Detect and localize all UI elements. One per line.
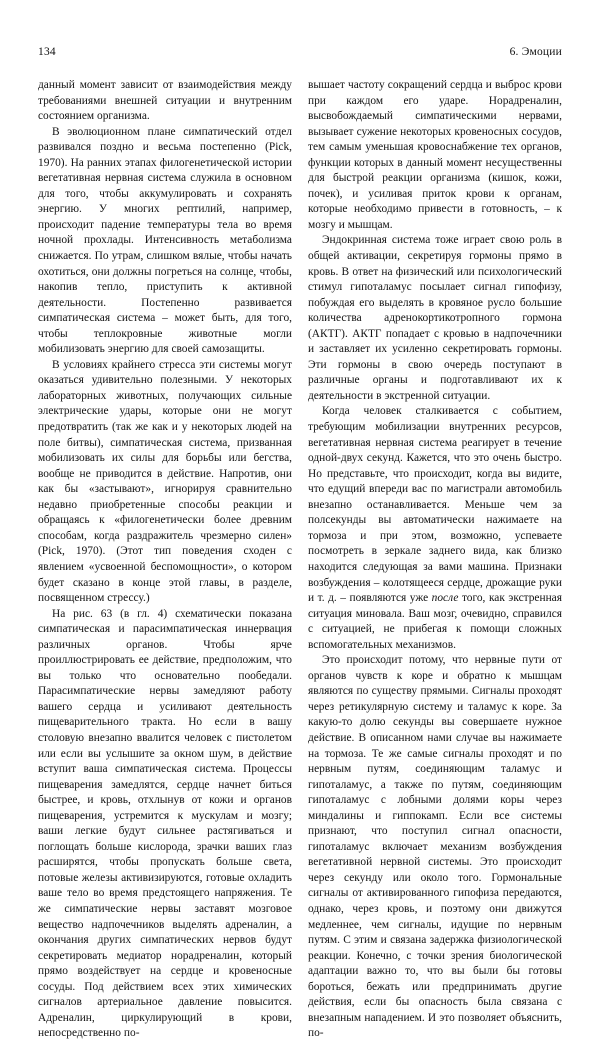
paragraph: В условиях крайнего стресса эти системы могут оказаться удивительно полезными. У некоторых лабораторных животных, получающих сильные электрические удары, которые они не могут предотвратить (так же как и у некоторых людей на поле битвы), симпатическая система, призванная мобилизовать их силы для борьбы или бегства, вообще не приводится в действие. Напротив, они как бы «застывают», игнорируя сравнительно недавно приобретенные способы реакции и обращаясь к «филогенетически более древним способам, когда раздражитель чрезмерно силен» (Pick, 1970). (Этот тип поведения сходен с явлением «усвоенной беспомощности», о котором будет сказано в конце этой главы, в разделе, посвященном стрессу.) <box>38 358 292 605</box>
paragraph: Когда человек сталкивается с событием, требующим мобилизации внутренних ресурсов, вегетативная нервная система реагирует в течение одной-двух секунд. Кажется, что это очень быстро. Но представьте, что происходит, когда вы видите, что едущий впереди вас по магистрали автомобиль внезапно останавливается. Меньше чем за полсекунды вы автоматически нажимаете на тормоза и при этом, возможно, успеваете посмотреть в зеркале заднего вида, как близко находится следующая за вами машина. Признаки возбуждения – колотящееся сердце, дрожащие руки и т. д. – появляются уже после того, как экстренная ситуация миновала. Ваш мозг, очевидно, справился с ситуацией, не прибегая к помощи сложных вспомогательных механизмов. <box>308 405 562 651</box>
column-container <box>38 78 562 1040</box>
paragraph: Это происходит потому, что нервные пути от органов чувств к коре и обратно к мышцам являются по существу прямыми. Сигналы проходят через ретикулярную систему и таламус к коре. За какую-то долю секунды вы совершаете нужное действие. В описанном нами случае вы нажимаете на тормоза. Те же самые сигналы проходят и по нервным путям, соединяющим таламус и гипоталамус, а также по путям, соединяющим гипоталамус с лобными долями коры через миндалины и гиппокамп. Если все системы признают, что поступил сигнал опасности, гипоталамус включает механизм возбуждения вегетативной нервной системы. Это происходит через секунду или около того. Гормональные сигналы от активированного гипофиза передаются, однако, через кровь, и поэтому они движутся медленнее, чем сигналы, идущие по нервным путям. С этим и связана задержка физиологической реакции. Конечно, с точки зрения биологической адаптации важно то, что вы были бы готовы бороться, бежать или предпринимать другие действия, если бы опасность была связана с внезапным нападением. И это позволяет объяснить, по- <box>308 654 562 1040</box>
paragraph: На рис. 63 (в гл. 4) схематически показана симпатическая и парасимпатическая иннервация различных органов. Чтобы ярче проиллюстрировать ее действие, предположим, что вы только что основательно пообедали. Парасимпатические нервы замедляют работу вашего сердца и усиливают деятельность пищеварительного тракта. Но если в вашу столовую внезапно ввалится человек с пистолетом или если вы услышите за окном шум, в действие вступит ваша симпатическая система. Процессы пищеварения замедлятся, сердце начнет биться быстрее, и кровь, отхлынув от кожи и органов пищеварения, устремится к мускулам и мозгу; ваши легкие будут сильнее растягиваться и поглощать больше кислорода, зрачки ваших глаз расширятся, чтобы пропускать больше света, потовые железы активизируются, готовые охладить ваше тело во время предстоящего напряжения. Те же симпатические нервы заставят мозговое вещество надпочечников выделять адреналин, а окончания других симпатических нервов будут секретировать медиатор норадреналин, который прямо воздействует на сердце и кровеносные сосуды. Под действием всех этих химических сигналов артериальное давление повысится. Адреналин, циркулирующий в крови, непосредственно по- <box>38 607 292 1040</box>
paragraph: вышает частоту сокращений сердца и выброс крови при каждом его ударе. Норадреналин, высвобождаемый симпатическими нервами, вызывает сужение некоторых кровеносных сосудов, тем самым уменьшая кровоснабжение тех органов, функции которых в данный момент несущественны для быстрой реакции организма (кишок, кожи, почек), и усиливая приток крови к органам, которые необходимо привести в готовность, – к мозгу и мышцам. <box>308 79 562 231</box>
left-column <box>38 78 292 1042</box>
chapter-title: 6. Эмоции <box>509 46 562 58</box>
paragraph: данный момент зависит от взаимодействия между требованиями внешней ситуации и внутренним состоянием организма. <box>38 79 292 123</box>
emphasized-word: после <box>431 592 459 605</box>
paragraph: В эволюционном плане симпатический отдел развивался поздно и весьма постепенно (Pick, 1970). На ранних этапах филогенетической истории вегетативная нервная система служила в основном для того, чтобы аккумулировать и сохранять энергию. У многих рептилий, например, происходит падение температуры тела во время ночной прохлады. Интенсивность метаболизма снижается. По утрам, слишком вялые, чтобы начать охотиться, они должны погреться на солнце, чтобы, накопив тепло, приступить к активной деятельности. Постепенно развивается симпатическая система – может быть, для того, чтобы теплокровные животные могли мобилизовать энергию для своей самозащиты. <box>38 125 292 356</box>
right-column <box>308 78 562 1042</box>
running-head <box>38 46 562 62</box>
paragraph: Эндокринная система тоже играет свою роль в общей активации, секретируя гормоны прямо в кровь. В ответ на физический или психологический стимул гипоталамус посылает сигнал гипофизу, побуждая его выделять в кровяное русло большие количества адренокортикотропного гормона (АКТГ). АКТГ попадает с кровью в надпочечники и заставляет их усиленно секретировать гормоны. Эти гормоны в свою очередь поступают в различные органы и подготавливают их к деятельности в экстренной ситуации. <box>308 234 562 402</box>
page-number: 134 <box>38 46 56 58</box>
